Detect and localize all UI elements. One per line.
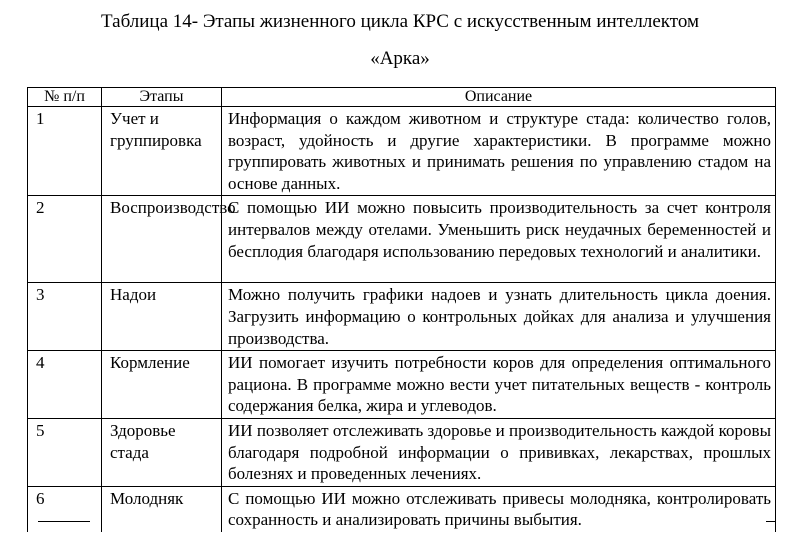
row-stage: Здоровье стада: [102, 418, 222, 486]
row-stage: Учет и группировка: [102, 107, 222, 196]
row-description: Информация о каждом животном и структуре стада: количество голов, возраст, удойность и другие характеристики. В программе можно группировать животных и принимать решения по управлению стадом на основе данных.: [222, 107, 776, 196]
row-number: 3: [28, 283, 102, 351]
header-number: № п/п: [28, 88, 102, 107]
table-row: [28, 107, 776, 196]
bottom-rule-left: [38, 521, 90, 522]
row-stage: Кормление: [102, 351, 222, 419]
row-stage: Надои: [102, 283, 222, 351]
row-stage: Молодняк: [102, 486, 222, 532]
table-row: [28, 418, 776, 486]
header-stage: Этапы: [102, 88, 222, 107]
table-caption-continued: «Арка»: [370, 48, 430, 69]
row-number: 2: [28, 196, 102, 283]
table-row: [28, 196, 776, 283]
table-row: [28, 486, 776, 532]
lifecycle-table: [27, 87, 776, 532]
table-caption: Таблица 14- Этапы жизненного цикла КРС с искусственным интеллектом: [101, 11, 699, 32]
row-number: 5: [28, 418, 102, 486]
row-number: 4: [28, 351, 102, 419]
row-description: С помощью ИИ можно отслеживать привесы молодняка, контролировать сохранность и анализировать причины выбытия.: [222, 486, 776, 532]
row-description: С помощью ИИ можно повысить производительность за счет контроля интервалов между отелами. Уменьшить риск неудачных беременностей и бесплодия благодаря использованию передовых технологий и аналитики.: [222, 196, 776, 283]
bottom-rule-right: [766, 521, 776, 522]
header-description: Описание: [222, 88, 776, 107]
row-number: 6: [28, 486, 102, 532]
table-row: [28, 283, 776, 351]
row-stage: Воспроизводство: [102, 196, 222, 283]
row-description: ИИ позволяет отслеживать здоровье и производительность каждой коровы благодаря подробной информации о прививках, лекарствах, прошлых болезнях и проведенных лечениях.: [222, 418, 776, 486]
table-row: [28, 351, 776, 419]
row-number: 1: [28, 107, 102, 196]
row-description: ИИ помогает изучить потребности коров для определения оптимального рациона. В программе можно вести учет питательных веществ - контроль содержания белка, жира и углеводов.: [222, 351, 776, 419]
header-row: [28, 88, 776, 107]
row-description: Можно получить графики надоев и узнать длительность цикла доения. Загрузить информацию о контрольных дойках для анализа и улучшения производства.: [222, 283, 776, 351]
